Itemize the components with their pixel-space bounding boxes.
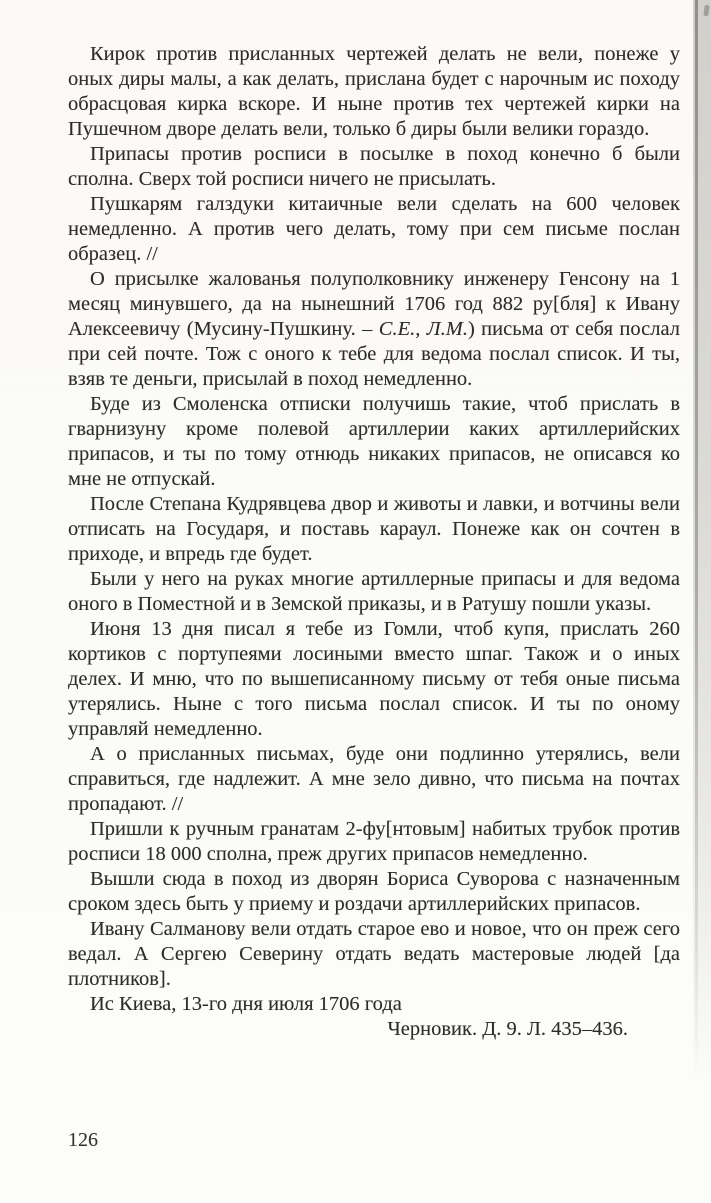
paragraph [68,742,680,817]
dateline: Ис Киева, 13-го дня июля 1706 года [90,993,402,1015]
letter-text-block [68,42,680,1042]
paragraph [68,567,680,617]
scan-binding-line [695,0,698,1080]
archive-reference: Черновик. Д. 9. Л. 435–436. [387,1018,628,1040]
text-segment: Ивану Салманову вели отдать старое ево и новое, что он преж сего ведал. А Сергею Северину отдать ведать мастеровые людей [да плотников]. [68,918,680,990]
text-segment: Кирок против присланных чертежей делать не вели, понеже у оных диры малы, а как делать, прислана будет с нарочным ис походу обрасцовая кирка вскоре. И ныне против тех чертежей кирки на Пушечном дворе делать вели, только б диры были велики гораздо. [68,43,680,140]
text-segment: Пушкарям галздуки китаичные вели сделать на 600 человек немедленно. А против чего делать, тому при сем письме послан образец. // [68,193,680,265]
paragraph [68,617,680,742]
page-number: 126 [68,1129,98,1151]
text-segment: ) письма от себя послал при сей почте. Тож с оного к тебе для ведома послал список. И ты, взяв те деньги, присылай в поход немедленно. [68,318,680,390]
text-segment: Вышли сюда в поход из дворян Бориса Суворова с назначенным сроком здесь быть у приему и роздачи артиллерийских припасов. [68,868,680,915]
paragraph [68,192,680,267]
paragraphs-container [68,42,680,992]
paragraph [68,267,680,392]
paragraph [68,917,680,992]
paragraph [68,42,680,142]
text-segment: Июня 13 дня писал я тебе из Гомли, чтоб купя, прислать 260 кортиков с портупеями лосиными вместо шпаг. Також и о иных делех. И мню, что по вышеписанному письму от тебя оные письма утерялись. Ныне с того письма послал список. И ты по оному управляй немедленно. [68,618,680,740]
text-segment: Пришли к ручным гранатам 2-фу[нтовым] набитых трубок против росписи 18 000 сполна, преж других припасов немедленно. [68,818,680,865]
editorial-note: С.Е., Л.М. [378,318,468,340]
text-segment: Буде из Смоленска отписки получишь такие, чтоб прислать в гварнизуну кроме полевой артиллерии каких артиллерийских припасов, и ты по тому отнюдь никаких припасов, не описався ко мне не отпускай. [68,393,680,490]
paragraph [68,142,680,192]
text-segment: Были у него на руках многие артиллерные припасы и для ведома оного в Поместной и в Земской приказы, и в Ратушу пошли указы. [68,568,680,615]
text-segment: После Степана Кудрявцева двор и животы и лавки, и вотчины вели отписать на Государя, и поставь караул. Понеже как он сочтен в приходе, и впредь где будет. [68,493,680,565]
paragraph [68,817,680,867]
text-segment: А о присланных письмах, буде они подлинно утерялись, вели справиться, где надлежит. А мне зело дивно, что письма на почтах пропадают. // [68,743,680,815]
paragraph [68,492,680,567]
paragraph [68,392,680,492]
text-segment: Припасы против росписи в посылке в поход конечно б были сполна. Сверх той росписи ничего не присылать. [68,143,680,190]
paragraph [68,867,680,917]
text-segment: О присылке жалованья полуполковнику инженеру Генсону на 1 месяц минувшего, да на нынешний 1706 год 882 ру[бля] к Ивану Алексеевичу (Мусину-Пушкину. – [68,268,680,340]
